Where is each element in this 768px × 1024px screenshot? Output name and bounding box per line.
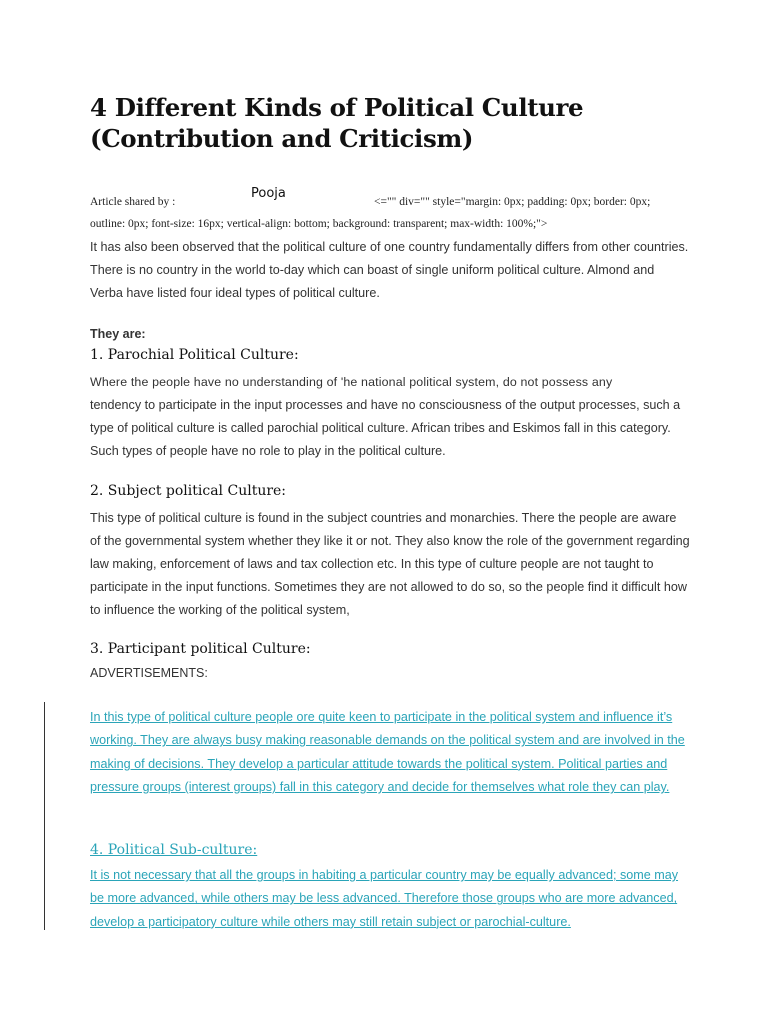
section-heading-subject: 2. Subject political Culture: (90, 483, 287, 499)
section-text-subculture-link[interactable]: It is not necessary that all the groups in habiting a particular country may be equally advanced; some may be more advanced, while others may be less advanced. Therefore those groups who are more advanced, develop a participatory culture while others may still retain subject or parochial-culture. (90, 868, 679, 929)
advertisements-label: ADVERTISEMENTS: (90, 666, 208, 680)
margin-vertical-rule (44, 702, 45, 930)
section-heading-participant: 3. Participant political Culture: (90, 641, 311, 657)
section-text-subject: This type of political culture is found in the subject countries and monarchies. There the people are aware of the governmental system whether they like it or not. They also know the role of the government regarding law making, enforcement of laws and tax collection etc. In this type of culture people are not taught to participate in the input functions. Sometimes they are not allowed to do so, so the people find it difficult how to influence the working of the political system, (90, 511, 690, 617)
section-text-participant-link[interactable]: In this type of political culture people ore quite keen to participate in the political system and influence it’s working. They are always busy making reasonable demands on the political system and are involved in the making of decisions. They develop a particular attitude towards the political system. Political parties and pressure groups (interest groups) fall in this category and decide for themselves what role they can play. (90, 710, 685, 795)
intro-paragraph: It has also been observed that the political culture of one country fundamentally differs from other countries. There is no country in the world to-day which can boast of single uniform political culture. Almond and Verba have listed four ideal types of political culture. (90, 240, 689, 300)
title-line-2: (Contribution and Criticism) (90, 124, 474, 153)
they-are-label: They are: (90, 327, 146, 341)
section-heading-parochial: 1. Parochial Political Culture: (90, 347, 299, 363)
section-text-parochial (90, 371, 690, 463)
stray-markup-line-1: <="" div="" style="margin: 0px; padding: 0px; border: 0px; (374, 196, 651, 208)
parochial-rest: tendency to participate in the input processes and have no consciousness of the output processes, such a type of political culture is called parochial political culture. African tribes and Eskimos fall in this category. Such types of people have no role to play in the political culture. (90, 398, 681, 458)
parochial-first-line: Where the people have no understanding of 'he national political system, do not possess any (90, 375, 613, 389)
byline (90, 186, 690, 230)
title-line-1: 4 Different Kinds of Political Culture (90, 93, 584, 122)
byline-label: Article shared by : (90, 196, 176, 208)
stray-markup-line-2: outline: 0px; font-size: 16px; vertical-align: bottom; background: transparent; max-width: 100%;"> (90, 218, 548, 230)
section-heading-subculture-link[interactable]: 4. Political Sub-culture: (90, 842, 258, 858)
article-title (90, 92, 690, 154)
author-name[interactable]: Pooja (251, 186, 286, 201)
